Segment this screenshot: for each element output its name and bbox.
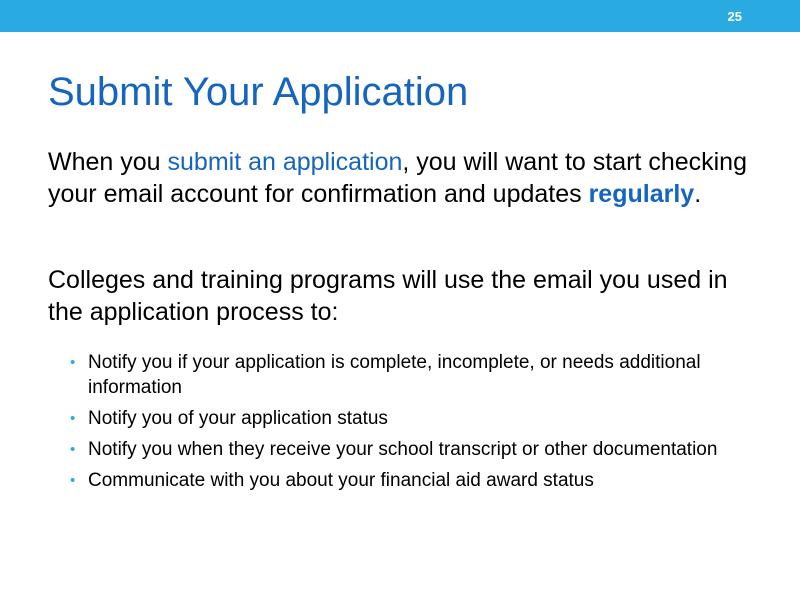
intro-mid-text: , you will want to start checking your email account for confirmation and updates	[48, 148, 747, 208]
bullet-item	[70, 350, 730, 400]
submit-application-link[interactable]: submit an application	[167, 148, 403, 176]
bullet-item	[70, 468, 730, 493]
email-usage-paragraph: Colleges and training programs will use the email you used in the application process to:	[48, 266, 728, 326]
intro-lead-text: When you	[48, 148, 168, 176]
bullet-item	[70, 437, 730, 462]
slide-number: 25	[727, 9, 742, 24]
bullet-dot-icon: •	[70, 441, 76, 458]
intro-tail-text: .	[694, 180, 702, 208]
notification-bullet-list	[70, 350, 730, 499]
top-banner	[0, 0, 800, 32]
slide-title: Submit Your Application	[48, 70, 469, 114]
bullet-dot-icon: •	[70, 410, 76, 427]
bullet-dot-icon: •	[70, 472, 76, 489]
bullet-dot-icon: •	[70, 354, 76, 371]
bullet-text: Notify you if your application is complete, incomplete, or needs additional information	[88, 352, 701, 398]
bullet-item	[70, 406, 730, 431]
regularly-emphasis: regularly	[588, 180, 695, 208]
bullet-text: Communicate with you about your financial aid award status	[88, 470, 594, 491]
bullet-text: Notify you when they receive your school transcript or other documentation	[88, 439, 718, 460]
bullet-text: Notify you of your application status	[88, 408, 388, 429]
intro-paragraph	[48, 146, 763, 210]
